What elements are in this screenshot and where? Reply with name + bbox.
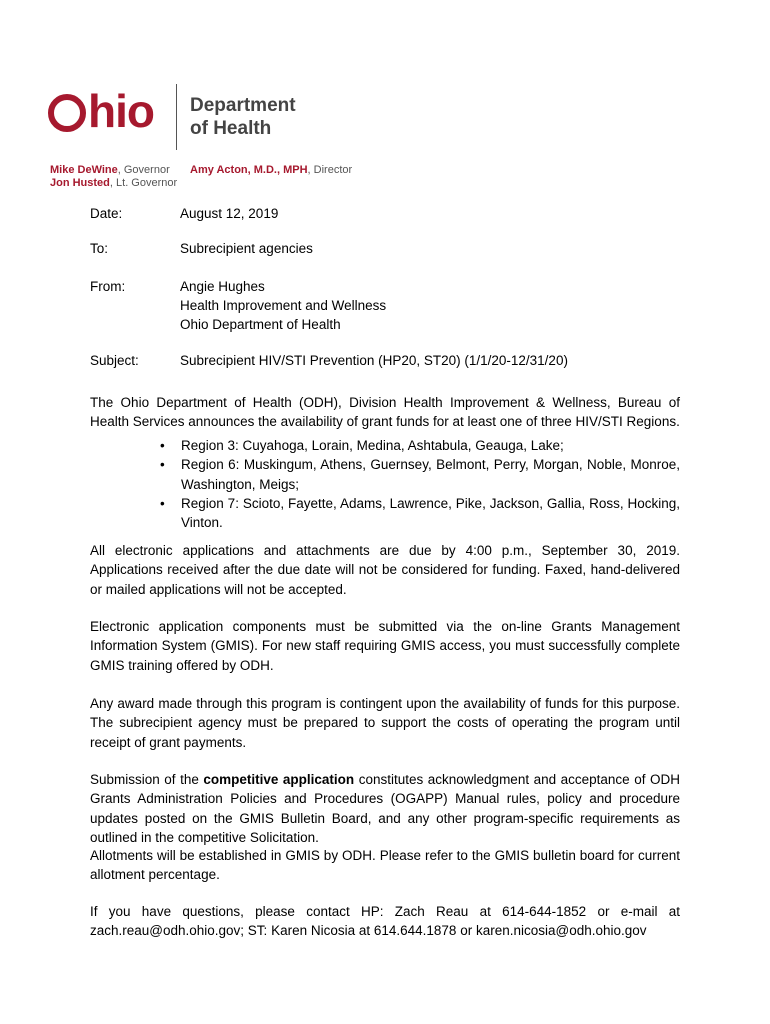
questions-paragraph: If you have questions, please contact HP: Zach Reau at 614-644-1852 or e-mail at zach.reau@odh.ohio.gov; ST: Karen Nicosia at 614.644.1878 or karen.nicosia@odh.ohio.gov (90, 904, 680, 939)
ohio-logo-o-mark (48, 94, 86, 132)
bullet-icon: • (160, 438, 165, 453)
due-date-paragraph: All electronic applications and attachments are due by 4:00 p.m., September 30, 2019. Applications received after the due date will not be considered for funding. Faxed, hand-delivered or mailed applications will not be accepted. (90, 543, 680, 597)
director-title: , Director (307, 164, 353, 176)
bullet-icon: • (160, 457, 165, 473)
governor-title: , Governor (117, 164, 170, 176)
region-item (160, 494, 680, 533)
from-division: Health Improvement and Wellness (180, 298, 387, 313)
header-divider (176, 84, 177, 150)
submission-text-bold: competitive application (203, 772, 355, 787)
from-agency: Ohio Department of Health (180, 317, 341, 332)
region-item (160, 436, 680, 455)
subject-value: Subrecipient HIV/STI Prevention (HP20, ST20) (1/1/20-12/31/20) (180, 353, 568, 368)
department-line-2: of Health (190, 118, 272, 139)
from-label: From: (90, 279, 126, 294)
bullet-icon: • (160, 495, 165, 511)
allotments-paragraph: Allotments will be established in GMIS by ODH. Please refer to the GMIS bulletin board for current allotment percentage. (90, 848, 680, 883)
subject-label: Subject: (90, 353, 139, 368)
to-value: Subrecipient agencies (180, 241, 313, 256)
lt-governor-title: , Lt. Governor (109, 177, 178, 189)
from-name: Angie Hughes (180, 279, 265, 294)
submission-paragraph (90, 770, 680, 847)
department-line-1: Department (190, 95, 296, 116)
gmis-paragraph: Electronic application components must be submitted via the on-line Grants Management Information System (GMIS). For new staff requiring GMIS access, you must successfully complete GMIS training offered by ODH. (90, 619, 680, 673)
department-name (190, 94, 296, 140)
director-name: Amy Acton, M.D., MPH (190, 164, 308, 176)
region-text: Region 6: Muskingum, Athens, Guernsey, Belmont, Perry, Morgan, Noble, Monroe, Washington, Meigs; (181, 457, 680, 492)
director-line (190, 164, 352, 176)
region-item (160, 455, 680, 494)
governor-line (50, 164, 170, 177)
governor-name: Mike DeWine (50, 164, 118, 176)
lt-governor-name: Jon Husted (50, 177, 110, 189)
ohio-logo-text: hio (88, 85, 154, 137)
lt-governor-line (50, 177, 177, 190)
region-text: Region 7: Scioto, Fayette, Adams, Lawrence, Pike, Jackson, Gallia, Ross, Hocking, Vinton. (181, 495, 680, 531)
date-value: August 12, 2019 (180, 206, 279, 221)
intro-paragraph: The Ohio Department of Health (ODH), Division Health Improvement & Wellness, Bureau of Health Services announces the availability of grant funds for at least one of three HIV/STI Regions. (90, 395, 680, 430)
to-label: To: (90, 241, 109, 256)
submission-text-post: constitutes acknowledgment and acceptance of ODH Grants Administration Policies and Procedures (OGAPP) Manual rules, policy and procedure updates posted on the GMIS Bulletin Board, and any other program-specific requirements as outlined in the competitive Solicitation. (90, 772, 680, 845)
region-text: Region 3: Cuyahoga, Lorain, Medina, Ashtabula, Geauga, Lake; (181, 438, 564, 453)
award-paragraph: Any award made through this program is contingent upon the availability of funds for this purpose. The subrecipient agency must be prepared to support the costs of operating the program until receipt of grant payments. (90, 696, 680, 750)
submission-text-pre: Submission of the (90, 772, 204, 787)
regions-list (160, 436, 680, 532)
date-label: Date: (90, 206, 123, 221)
